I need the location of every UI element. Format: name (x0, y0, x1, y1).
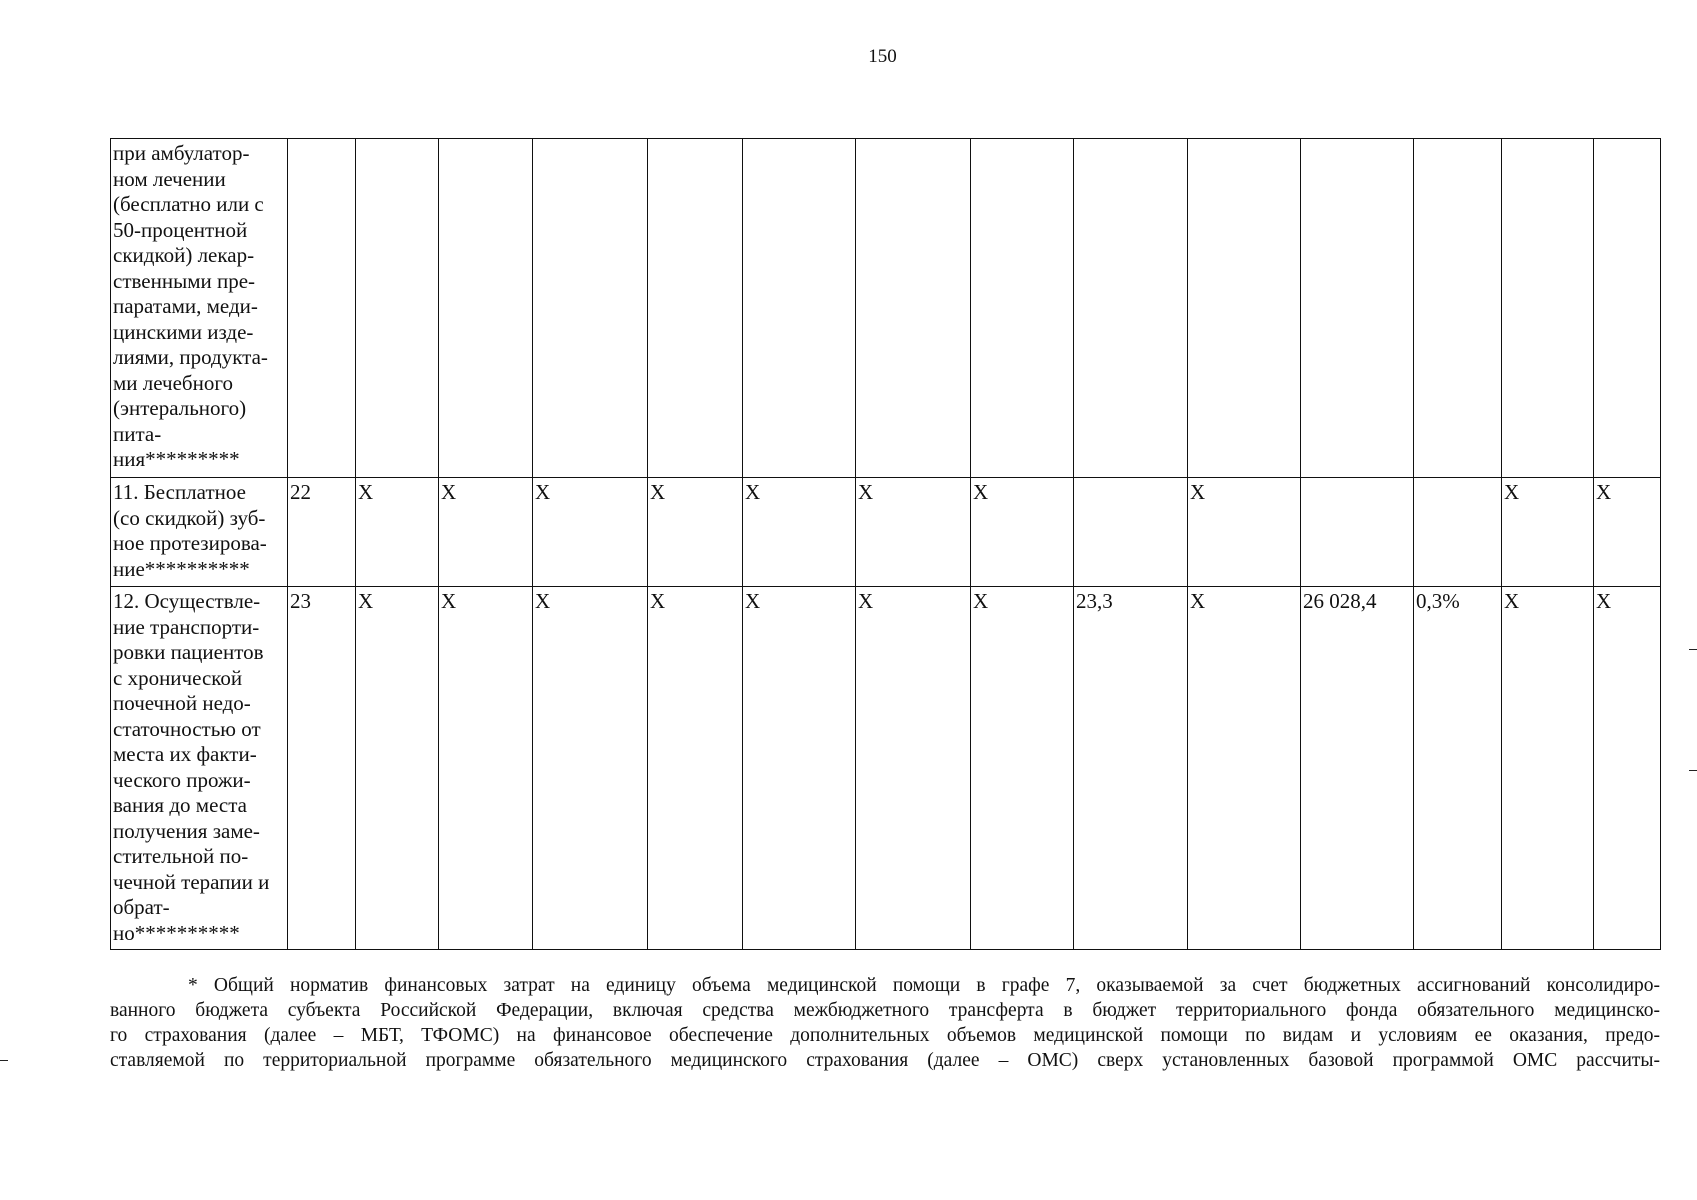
scan-edge-mark (1689, 649, 1697, 650)
table-cell: 23 (288, 587, 356, 950)
table-cell: X (533, 587, 648, 950)
table-cell (1414, 139, 1502, 478)
table-cell: 26 028,4 (1301, 587, 1414, 950)
table-cell: X (533, 478, 648, 587)
table-cell: X (439, 587, 533, 950)
table-cell (856, 139, 971, 478)
table-cell: X (1594, 478, 1661, 587)
table-row (111, 587, 1661, 950)
table-cell (648, 139, 743, 478)
table-cell: X (971, 587, 1074, 950)
table-cell: X (439, 478, 533, 587)
table-cell (1414, 478, 1502, 587)
table-cell: X (743, 587, 856, 950)
table-cell (1074, 139, 1188, 478)
table-row (111, 139, 1661, 478)
table-cell (1074, 478, 1188, 587)
table-row (111, 478, 1661, 587)
page-number: 150 (868, 46, 897, 67)
footnote-line: * Общий норматив финансовых затрат на единицу объема медицинской помощи в графе 7, оказываемой за счет бюджетных ассигнований консолидиро- (188, 975, 1660, 996)
table-cell: 0,3% (1414, 587, 1502, 950)
table-cell (356, 139, 439, 478)
table-cell (1188, 139, 1301, 478)
table-cell: X (648, 587, 743, 950)
table-cell: X (356, 587, 439, 950)
data-table (110, 138, 1661, 950)
table-cell: X (1188, 478, 1301, 587)
table-cell (1594, 139, 1661, 478)
footnote-line: ставляемой по территориальной программе обязательного медицинского страхования (далее – ОМС) сверх установленных базовой программой ОМС рассчиты- (110, 1050, 1660, 1071)
table-cell (288, 139, 356, 478)
table-cell: X (856, 478, 971, 587)
table-cell (743, 139, 856, 478)
row-label: 12. Осуществле- ние транспорти- ровки пациентов с хронической почечной недо- статочностью от места их факти- ческого прожи- вания до места получения заме- стительной по- чечной терапии и обрат- но********** (111, 587, 288, 950)
row-label: 11. Бесплатное (со скидкой) зуб- ное протезирова- ние********** (111, 478, 288, 587)
row-label: при амбулатор- ном лечении (бесплатно или с 50-процентной скидкой) лекар- ственными пре- паратами, меди- цинскими изде- лиями, продукта- ми лечебного (энтерального) пита- ния********* (111, 139, 288, 478)
table-cell: X (648, 478, 743, 587)
table-cell: X (1188, 587, 1301, 950)
table-cell: X (1502, 587, 1594, 950)
footnote-line: ванного бюджета субъекта Российской Федерации, включая средства межбюджетного трансферта в бюджет территориального фонда обязательного медицинско- (110, 1000, 1660, 1021)
table-cell: X (971, 478, 1074, 587)
scan-edge-mark (0, 1060, 8, 1061)
table-cell: X (356, 478, 439, 587)
table-cell: 22 (288, 478, 356, 587)
table-cell: 23,3 (1074, 587, 1188, 950)
table-cell: X (856, 587, 971, 950)
table-cell (439, 139, 533, 478)
table-cell (1301, 139, 1414, 478)
footnote (110, 973, 1660, 1073)
table-cell: X (743, 478, 856, 587)
table-cell: X (1594, 587, 1661, 950)
footnote-line: го страхования (далее – МБТ, ТФОМС) на финансовое обеспечение дополнительных объемов медицинской помощи по видам и условиям ее оказания, предо- (110, 1025, 1660, 1046)
table-cell: X (1502, 478, 1594, 587)
table-cell (1301, 478, 1414, 587)
table-cell (1502, 139, 1594, 478)
table-cell (971, 139, 1074, 478)
table-cell (533, 139, 648, 478)
scan-edge-mark (1689, 770, 1697, 771)
